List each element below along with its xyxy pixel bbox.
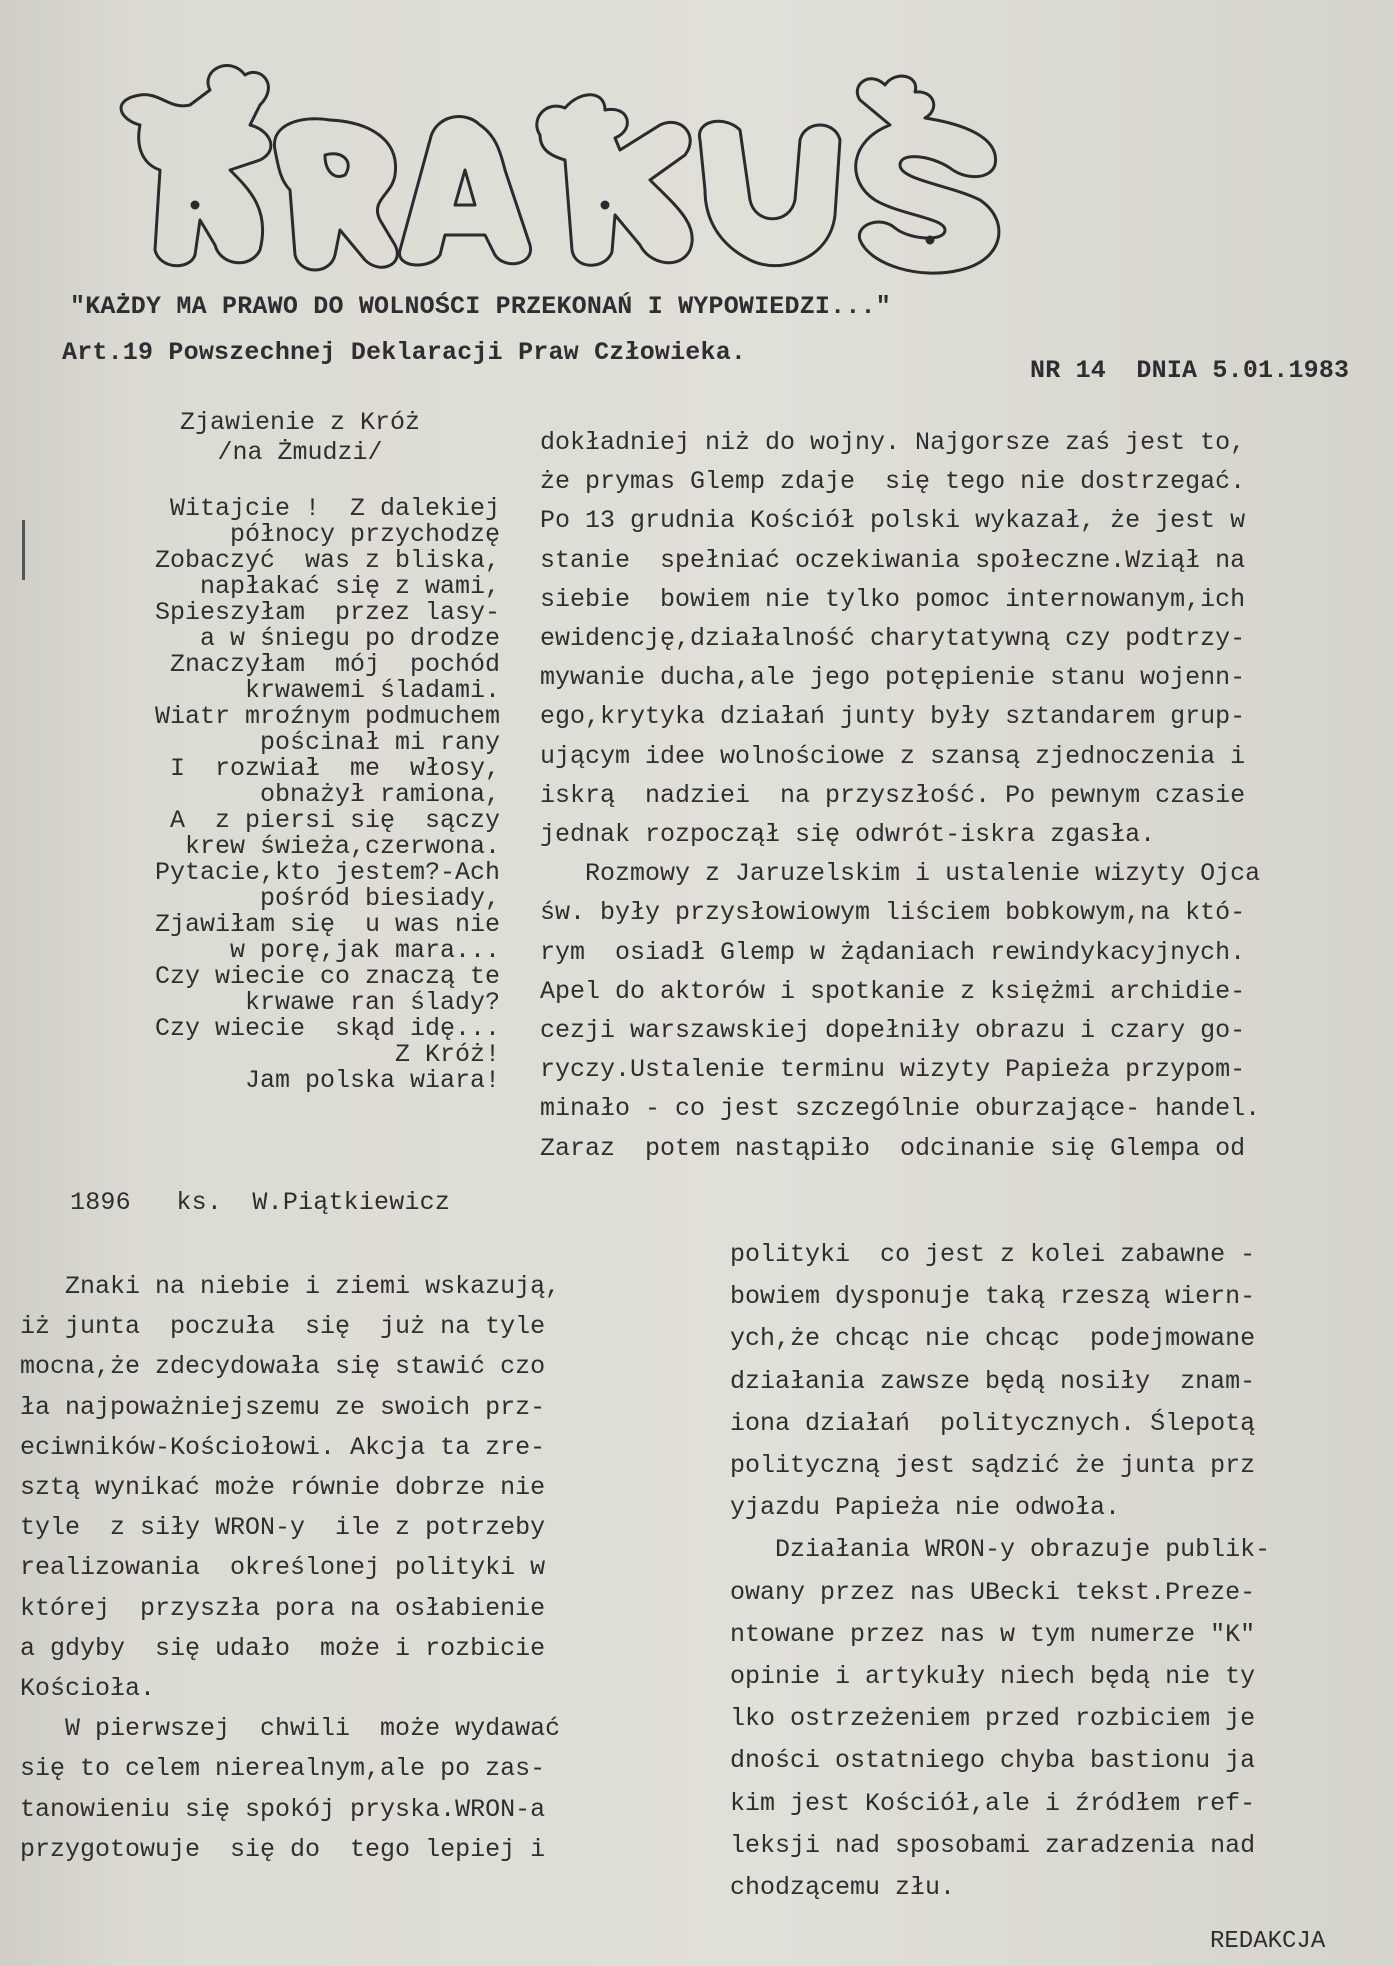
poem-line: krwawemi śladami. xyxy=(244,676,500,705)
right-bottom-line: dności ostatniego chyba bastionu ja xyxy=(730,1746,1256,1776)
right-column-line: Zaraz potem nastąpiło odcinanie się Glempa od xyxy=(540,1133,1246,1163)
right-bottom-line: ntowane przez nas w tym numerze "K" xyxy=(730,1619,1256,1649)
right-column-line: ryczy.Ustalenie terminu wizyty Papieża przypom- xyxy=(540,1055,1246,1085)
left-bottom-line: tanowieniu się spokój pryska.WRON-a xyxy=(20,1794,546,1824)
poem-line: Pytacie,kto jestem?-Ach xyxy=(154,858,500,887)
left-bottom-line: mocna,że zdecydowała się stawić czo xyxy=(20,1352,546,1382)
poem-title: Zjawienie z Króż xyxy=(179,408,421,437)
poem-line: Znaczyłam mój pochód xyxy=(169,650,500,679)
right-column-line: że prymas Glemp zdaje się tego nie dostrzegać. xyxy=(540,467,1246,497)
right-bottom-line: ych,że chcąc nie chcąc podejmowane xyxy=(730,1324,1256,1354)
poem-line: I rozwiał me włosy, xyxy=(169,754,500,783)
poem-body xyxy=(70,496,500,1094)
right-column-line: Rozmowy z Jaruzelskim i ustalenie wizyty Ojca xyxy=(540,859,1261,889)
right-bottom-line: owany przez nas UBecki tekst.Preze- xyxy=(730,1577,1256,1607)
right-column-line: iskrą nadziei na przyszłość. Po pewnym czasie xyxy=(540,780,1246,810)
poem-line: krwawe ran ślady? xyxy=(244,988,500,1017)
right-column-line: dokładniej niż do wojny. Najgorsze zaś jest to, xyxy=(540,428,1246,457)
left-bottom-line: sztą wynikać może równie dobrze nie xyxy=(20,1473,546,1502)
right-column-line: ewidencję,działalność charytatywną czy podtrzy- xyxy=(540,624,1246,653)
poem-line: Zjawiłam się u was nie xyxy=(154,910,500,939)
right-bottom-line: kim jest Kościół,ale i źródłem ref- xyxy=(730,1788,1256,1818)
poem-signature: 1896 ks. W.Piątkiewicz xyxy=(70,1188,451,1217)
poem-line: Witajcie ! Z dalekiej xyxy=(169,494,500,523)
left-bottom-line: W pierwszej chwili może wydawać xyxy=(20,1714,561,1744)
editorial-signoff: REDAKCJA xyxy=(1210,1928,1326,1955)
right-column-line: ego,krytyka działań junty były sztandarem grup- xyxy=(540,702,1246,732)
poem-line: krew świeża,czerwona. xyxy=(184,832,500,861)
left-bottom-line: realizowania określonej polityki w xyxy=(20,1553,546,1583)
right-bottom-line: chodzącemu złu. xyxy=(730,1873,956,1902)
left-bottom-line: eciwników-Kościołowi. Akcja ta zre- xyxy=(20,1432,546,1462)
right-column-line: mywanie ducha,ale jego potępienie stanu wojenn- xyxy=(540,663,1246,693)
right-column-line: jednak rozpoczął się odwrót-iskra zgasła. xyxy=(540,820,1156,849)
poem-line: a w śniegu po drodze xyxy=(199,624,500,653)
right-column-line: stanie spełniać oczekiwania społeczne.Wziął na xyxy=(540,545,1246,575)
right-column-line: Apel do aktorów i spotkanie z księżmi archidie- xyxy=(540,976,1246,1006)
left-bottom-line: tyle z siły WRON-y ile z potrzeby xyxy=(20,1513,546,1543)
left-bottom-line: przygotowuje się do tego lepiej i xyxy=(20,1834,546,1864)
right-bottom-line: polityki co jest z kolei zabawne - xyxy=(730,1240,1256,1269)
right-bottom-line: działania zawsze będą nosiły znam- xyxy=(730,1366,1256,1396)
masthead-logo xyxy=(100,30,1320,300)
right-bottom-line: leksji nad sposobami zaradzenia nad xyxy=(730,1830,1256,1860)
right-bottom-line: bowiem dysponuje taką rzeszą wiern- xyxy=(730,1282,1256,1312)
right-column-line: cezji warszawskiej dopełniły obrazu i czary go- xyxy=(540,1016,1246,1045)
poem-line: pościnał mi rany xyxy=(259,728,500,757)
left-bottom-line: Kościoła. xyxy=(20,1674,156,1703)
right-column-line: ującym idee wolnościowe z szansą zjednoczenia i xyxy=(540,741,1246,771)
left-bottom-line: a gdyby się udało może i rozbicie xyxy=(20,1633,546,1663)
article-citation: Art.19 Powszechnej Deklaracji Praw Człowieka. xyxy=(62,338,747,367)
issue-number-date: NR 14 DNIA 5.01.1983 xyxy=(1030,356,1350,385)
left-bottom-line: się to celem nierealnym,ale po zas- xyxy=(20,1754,546,1784)
poem-line: w porę,jak mara... xyxy=(229,936,500,965)
poem-line: Jam polska wiara! xyxy=(244,1066,500,1095)
poem-line: napłakać się z wami, xyxy=(199,572,500,601)
right-bottom-line: yjazdu Papieża nie odwoła. xyxy=(730,1493,1121,1523)
poem-line: A z piersi się sączy xyxy=(169,806,500,835)
right-bottom-line: opinie i artykuły niech będą nie ty xyxy=(730,1662,1256,1691)
poem-line: pośród biesiady, xyxy=(259,884,500,913)
right-bottom-line: iona działań politycznych. Ślepotą xyxy=(730,1408,1256,1438)
right-column-line: rym osiadł Glemp w żądaniach rewindykacyjnych. xyxy=(540,937,1246,967)
left-bottom-line: ła najpoważniejszemu ze swoich prz- xyxy=(20,1392,546,1422)
margin-mark xyxy=(22,520,25,580)
motto: "KAŻDY MA PRAWO DO WOLNOŚCI PRZEKONAŃ I WYPOWIEDZI..." xyxy=(70,292,891,321)
left-bottom-line: Znaki na niebie i ziemi wskazują, xyxy=(20,1272,561,1301)
left-bottom-line: której przyszła pora na osłabienie xyxy=(20,1593,546,1623)
poem-subtitle: /na Żmudzi/ xyxy=(217,438,383,467)
poem-line: obnażył ramiona, xyxy=(259,780,500,809)
right-column-line: siebie bowiem nie tylko pomoc internowanym,ich xyxy=(540,584,1246,614)
poem-line: Spieszyłam przez lasy- xyxy=(154,598,500,627)
poem-line: Wiatr mroźnym podmuchem xyxy=(154,702,500,731)
right-bottom-line: polityczną jest sądzić że junta prz xyxy=(730,1451,1256,1480)
right-bottom-line: Działania WRON-y obrazuje publik- xyxy=(730,1535,1271,1565)
left-bottom-line: iż junta poczuła się już na tyle xyxy=(20,1312,546,1342)
right-column-line: św. były przysłowiowym liściem bobkowym,na któ- xyxy=(540,898,1246,928)
right-bottom-line: lko ostrzeżeniem przed rozbiciem je xyxy=(730,1704,1256,1734)
poem-line: Z Króż! xyxy=(394,1040,500,1069)
right-column-line: minało - co jest szczególnie oburzające- handel. xyxy=(540,1094,1261,1124)
poem-line: Czy wiecie co znaczą te xyxy=(154,962,500,991)
poem-line: północy przychodzę xyxy=(229,520,500,549)
poem-line: Czy wiecie skąd idę... xyxy=(154,1014,500,1043)
right-column-line: Po 13 grudnia Kościół polski wykazał, że jest w xyxy=(540,506,1246,536)
poem-line: Zobaczyć was z bliska, xyxy=(154,546,500,575)
